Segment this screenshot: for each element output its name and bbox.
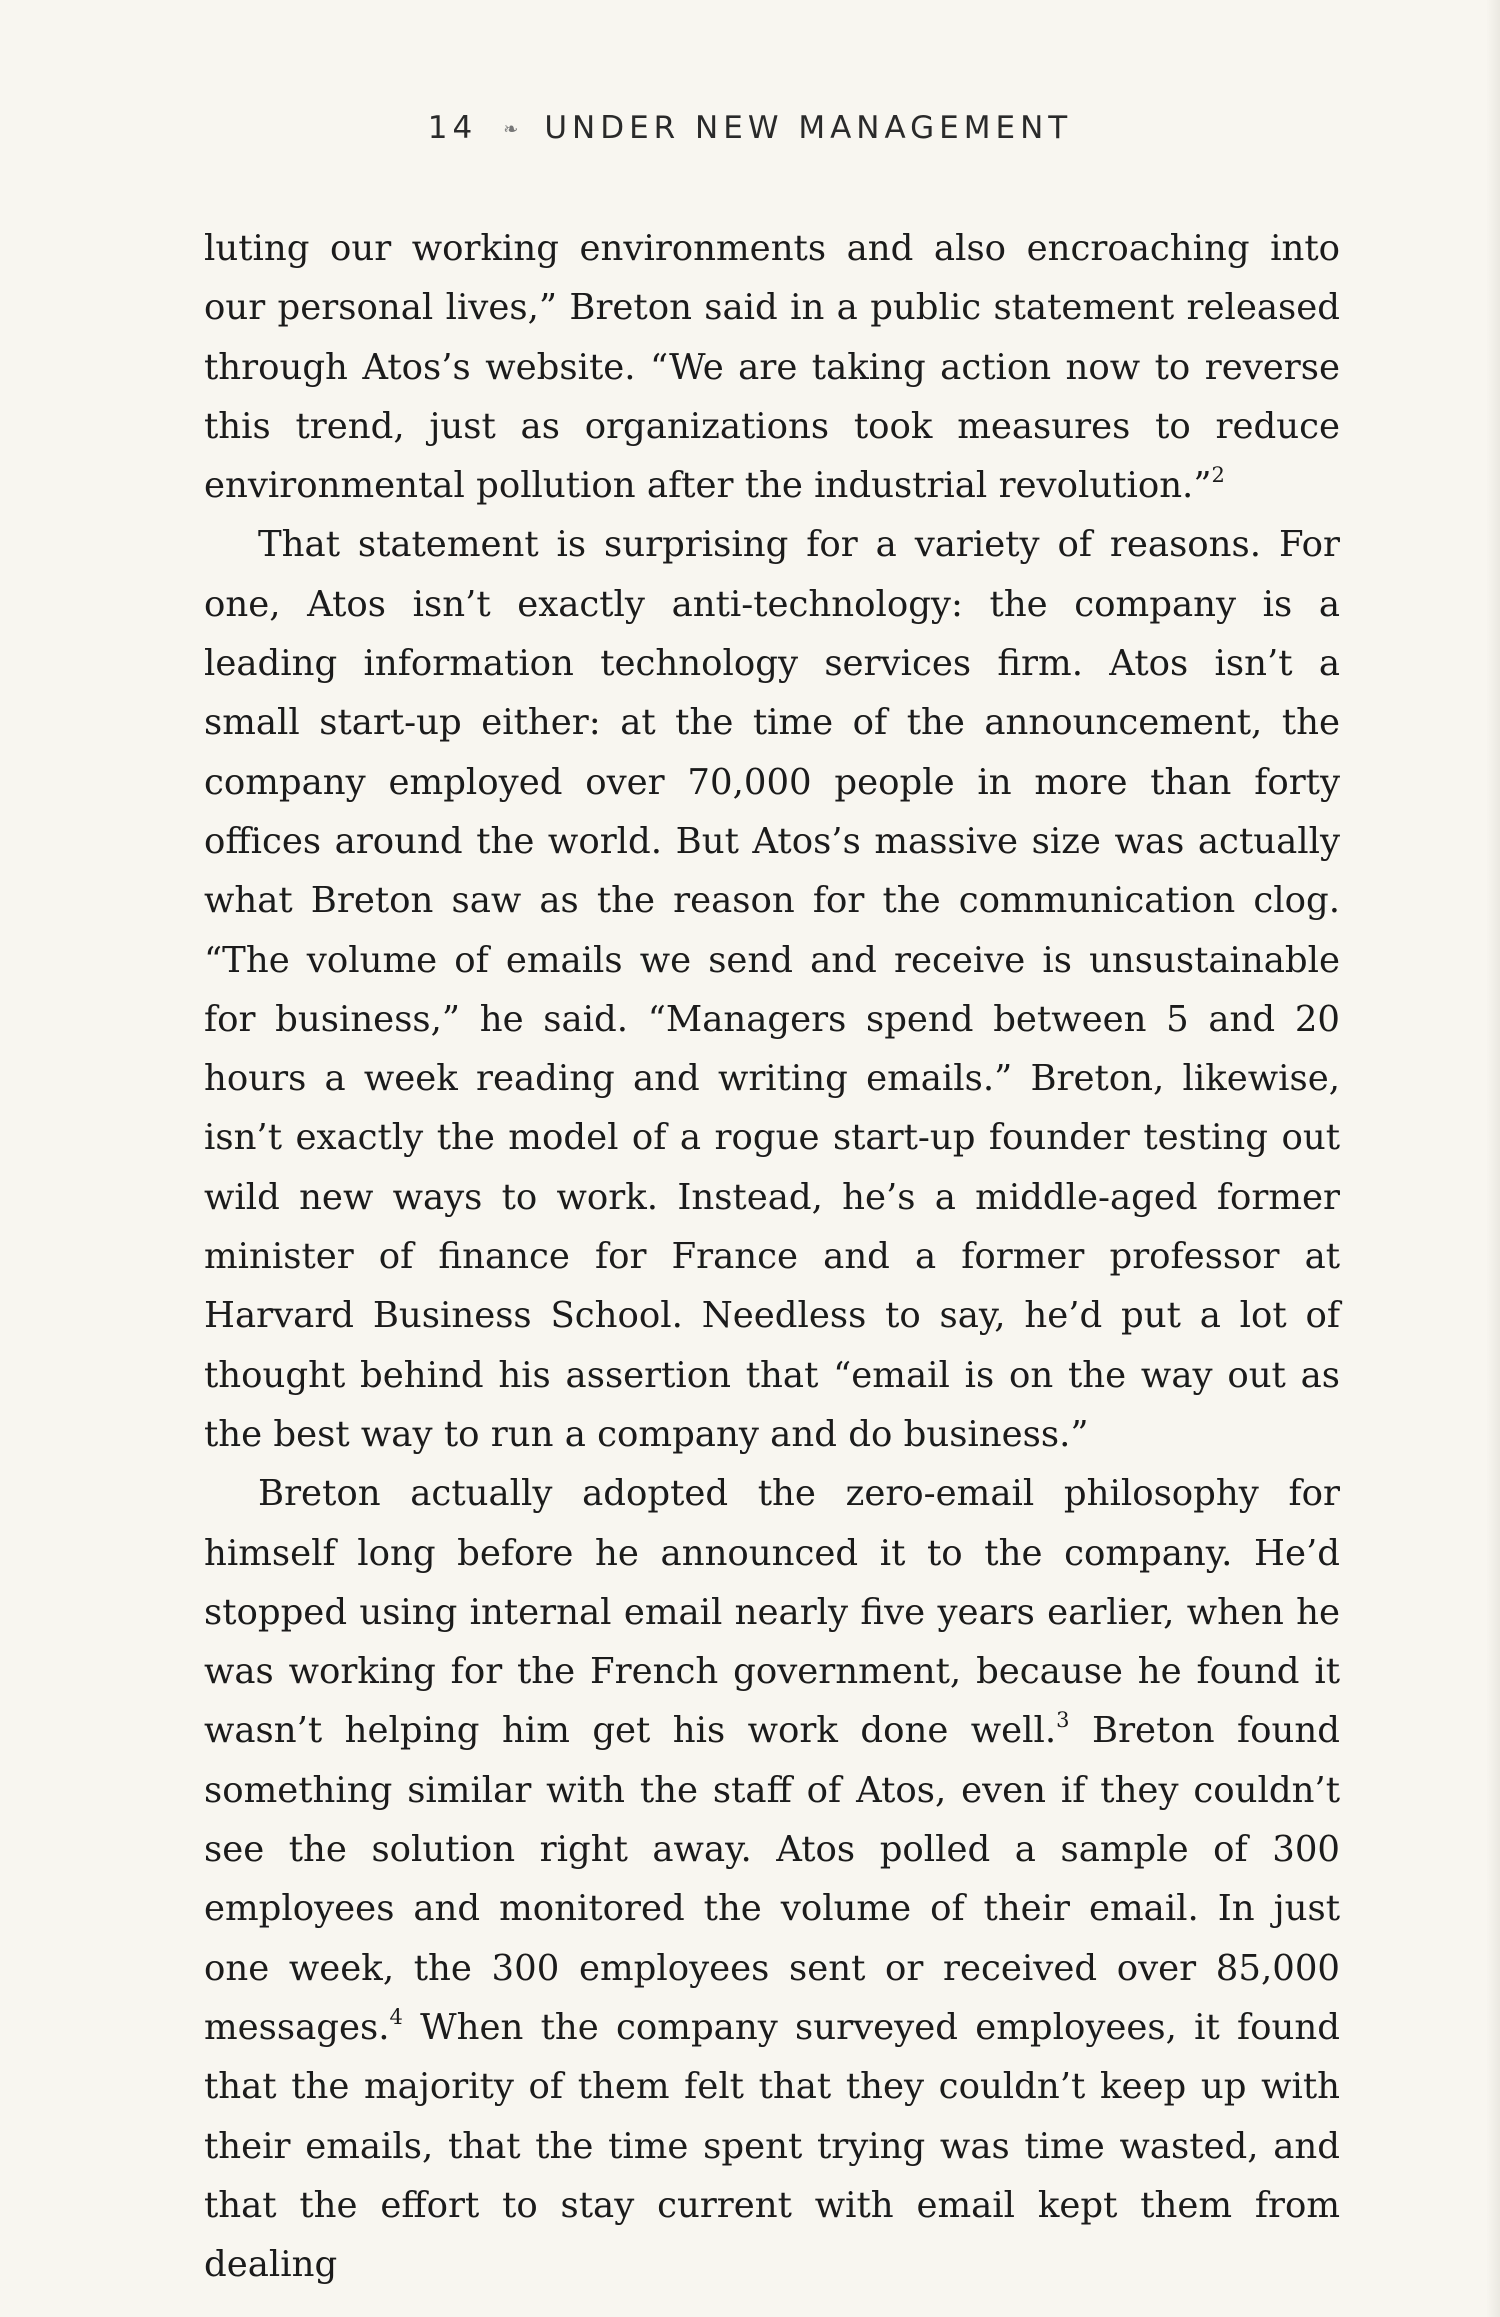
paragraph-text: That statement is surprising for a variety of reasons. For one, Atos isn’t exactly anti-technology: the company is a leading information technology services firm. Atos isn’t a small start-up either: at the time of the announcement, the company employed over 70,000 people in more than forty offices around the world. But Atos’s massive size was actually what Breton saw as the reason for the communication clog. “The volume of emails we send and receive is unsustainable for business,” he said. “Managers spend between 5 and 20 hours a week reading and writing emails.” Breton, likewise, isn’t exactly the model of a rogue start-up founder testing out wild new ways to work. Instead, he’s a middle-aged former minister of finance for France and a former professor at Harvard Business School. Needless to say, he’d put a lot of thought behind his assertion that “email is on the way out as the best way to run a company and do business.” xyxy=(204,524,1340,1455)
page-edge-shadow xyxy=(1486,0,1500,2317)
header-ornament-icon: ❧ xyxy=(503,119,519,140)
footnote-marker: 3 xyxy=(1056,1708,1070,1733)
paragraph-text: When the company surveyed employees, it found that the majority of them felt that they couldn’t keep up with their emails, that the time spent trying was time wasted, and that the effort to stay current with email kept them from dealing xyxy=(204,2006,1340,2286)
paragraph-p1 xyxy=(204,219,1340,515)
paragraph-p3 xyxy=(204,1464,1340,2294)
body-text xyxy=(204,219,1340,2294)
running-title: UNDER NEW MANAGEMENT xyxy=(544,110,1073,146)
paragraph-p2 xyxy=(204,515,1340,1464)
page-number: 14 xyxy=(427,110,478,146)
paragraph-text: Breton found something similar with the staff of Atos, even if they couldn’t see the solution right away. Atos polled a sample of 300 employees and monitored the volume of their email. In just one week, the 300 employees sent or received over 85,000 messages. xyxy=(204,1710,1340,2048)
paragraph-text: luting our working environments and also encroaching into our personal lives,” Breton said in a public statement released through Atos’s website. “We are taking action now to reverse this trend, just as organizations took measures to reduce environmental pollution after the industrial revolution.” xyxy=(204,228,1340,507)
paragraph-text: Breton actually adopted the zero-email philosophy for himself long before he announced it to the company. He’d stopped using internal email nearly five years earlier, when he was working for the French government, because he found it wasn’t helping him get his work done well. xyxy=(204,1473,1340,1752)
running-header xyxy=(0,110,1500,146)
footnote-marker: 4 xyxy=(389,2004,403,2029)
footnote-marker: 2 xyxy=(1211,463,1225,488)
